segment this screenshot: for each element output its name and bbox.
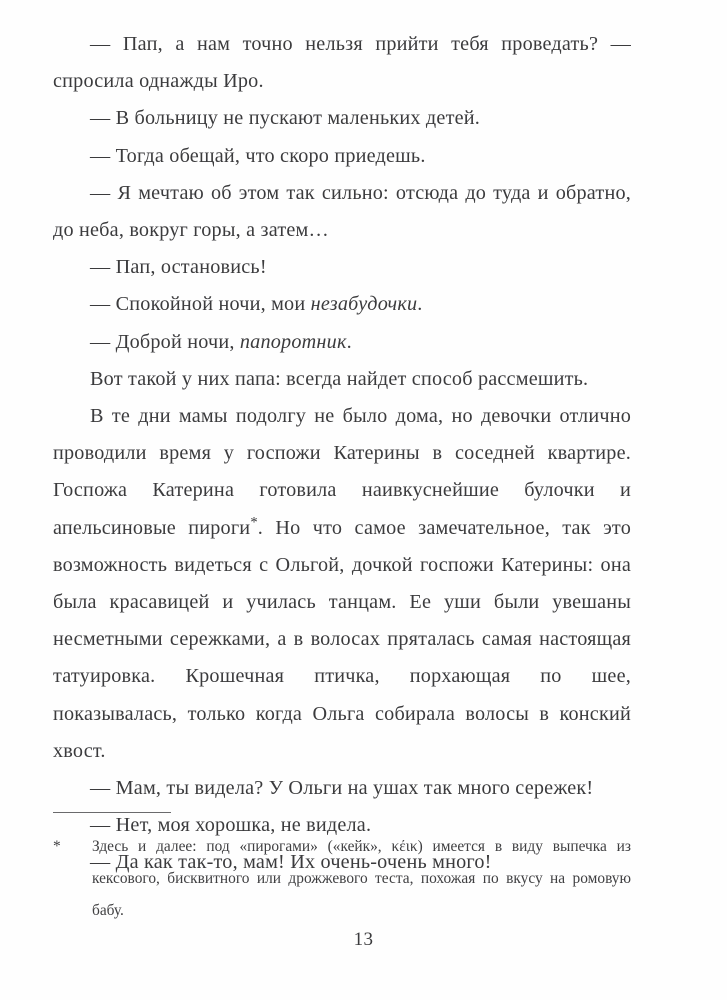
dialogue-6-italic-word: незабудочки	[310, 293, 418, 316]
paragraph-dialogue-5: — Пап, остановись!	[90, 256, 267, 279]
paragraph-dialogue-6	[53, 286, 631, 323]
footnote-zone	[53, 812, 631, 927]
footnote-entry	[53, 831, 631, 927]
dialogue-7-lead: — Доброй ночи,	[90, 330, 240, 353]
footnote-reference-marker: *	[250, 513, 258, 530]
paragraph-dialogue-3: — Тогда обещай, что скоро приедешь.	[90, 144, 426, 167]
paragraph-dialogue-2: — В больницу не пускают маленьких детей.	[90, 107, 481, 130]
page-number: 13	[353, 929, 374, 950]
footnote-text: Здесь и далее: под «пирогами» («кейк», κέικ) имеется в виду выпечка из кексового, бисквитного или дрожжевого теста, похожая по вкусу на ромовую бабу.	[92, 838, 631, 919]
paragraph-narrative-1: Вот такой у них папа: всегда найдет способ рассмешить.	[90, 367, 589, 390]
paragraph-dialogue-7	[53, 324, 631, 361]
narrative-2-lead: В те дни мамы подолгу не было дома, но девочки отлично проводили время у госпожи Катерины в соседней квартире. Госпожа Катерина готовила наивкуснейшие булочки и апельсиновые пироги	[53, 405, 631, 539]
dialogue-6-lead: — Спокойной ночи, мои	[90, 293, 311, 316]
dialogue-6-tail: .	[417, 293, 423, 316]
footnote-marker: *	[53, 838, 61, 855]
dialogue-7-tail: .	[346, 330, 352, 353]
dialogue-7-italic-word: папоротник	[239, 330, 347, 353]
paragraph-dialogue-1: — Пап, а нам точно нельзя прийти тебя проведать? — спросила однажды Иро.	[53, 33, 631, 93]
footnote-separator-rule	[53, 812, 171, 813]
paragraph-dialogue-9: — Нет, моя хорошка, не видела.	[90, 814, 372, 837]
paragraph-narrative-2	[53, 398, 631, 770]
paragraph-dialogue-8: — Мам, ты видела? У Ольги на ушах так много сережек!	[90, 777, 594, 800]
narrative-2-tail: . Но что самое замечательное, так это возможность видеться с Ольгой, дочкой госпожи Катерины: она была красавицей и училась танцам. Ее уши были увешаны несметными сережками, а в волосах пряталась самая настоящая татуировка. Крошечная птичка, порхающая по шее, показывалась, только когда Ольга собирала волосы в конский хвост.	[53, 516, 631, 762]
page-text-block	[53, 26, 631, 882]
paragraph-dialogue-4: — Я мечтаю об этом так сильно: отсюда до туда и обратно, до неба, вокруг горы, а затем…	[53, 181, 631, 242]
paragraph-dialogue-10: — Да как так-то, мам! Их очень-очень много!	[90, 851, 492, 874]
